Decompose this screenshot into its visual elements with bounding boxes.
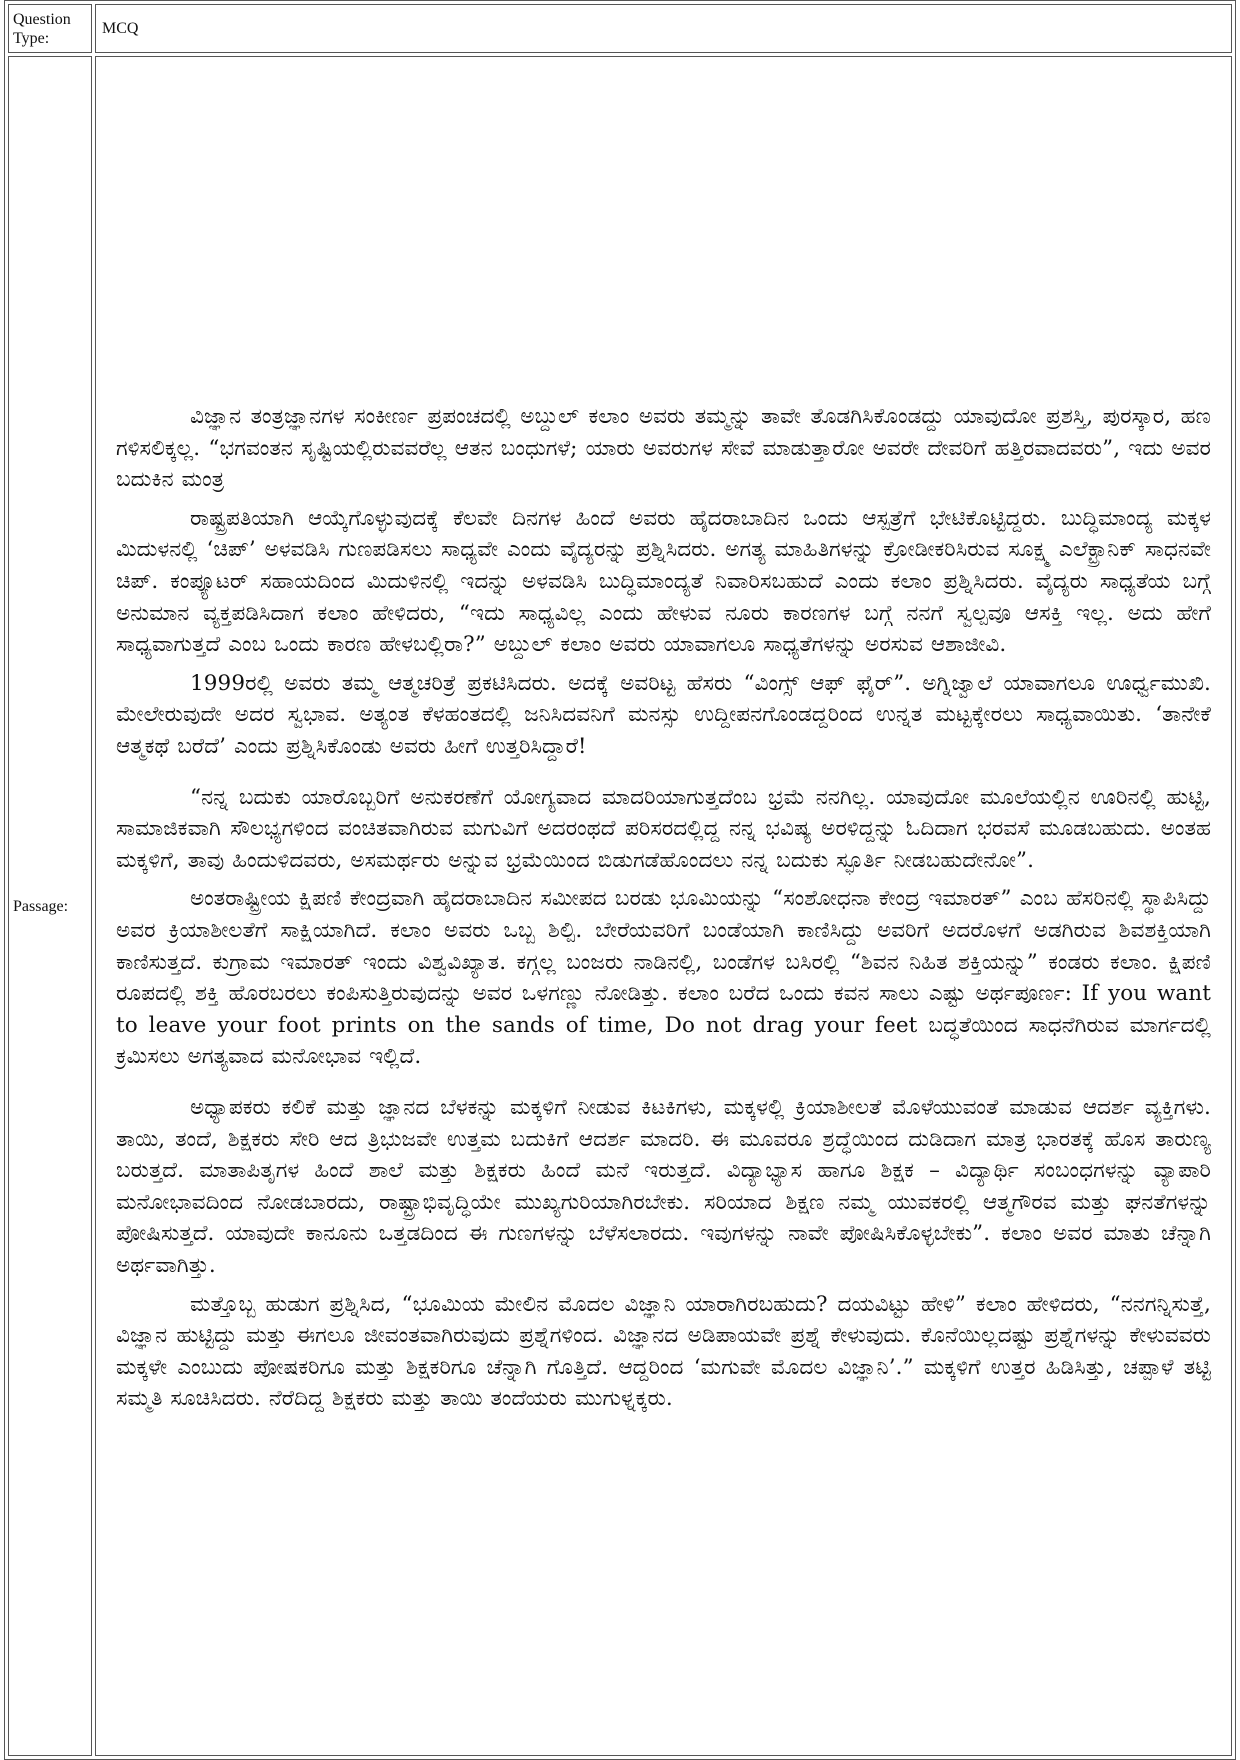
passage-text [116, 401, 1211, 1415]
passage-paragraph: ಮತ್ತೊಬ್ಬ ಹುಡುಗ ಪ್ರಶ್ನಿಸಿದ, “ಭೂಮಿಯ ಮೇಲಿನ ಮೊದಲ ವಿಜ್ಞಾನಿ ಯಾರಾಗಿರಬಹುದು? ದಯವಿಟ್ಟು ಹೇಳಿ” ಕಲಾಂ ಹೇಳಿದರು, “ನನಗನ್ನಿಸುತ್ತೆ, ವಿಜ್ಞಾನ ಹುಟ್ಟಿದ್ದು ಮತ್ತು ಈಗಲೂ ಜೀವಂತವಾಗಿರುವುದು ಪ್ರಶ್ನೆಗಳಿಂದ. ವಿಜ್ಞಾನದ ಅಡಿಪಾಯವೇ ಪ್ರಶ್ನೆ ಕೇಳುವುದು. ಕೊನೆಯಿಲ್ಲದಷ್ಟು ಪ್ರಶ್ನೆಗಳನ್ನು ಕೇಳುವವರು ಮಕ್ಕಳೇ ಎಂಬುದು ಪೋಷಕರಿಗೂ ಮತ್ತು ಶಿಕ್ಷಕರಿಗೂ ಚೆನ್ನಾಗಿ ಗೊತ್ತಿದೆ. ಆದ್ದರಿಂದ ‘ಮಗುವೇ ಮೊದಲ ವಿಜ್ಞಾನಿ’.” ಮಕ್ಕಳಿಗೆ ಉತ್ತರ ಹಿಡಿಸಿತ್ತು, ಚಪ್ಪಾಳೆ ತಟ್ಟಿ ಸಮ್ಮತಿ ಸೂಚಿಸಿದರು. ನೆರೆದಿದ್ದ ಶಿಕ್ಷಕರು ಮತ್ತು ತಾಯಿ ತಂದೆಯರು ಮುಗುಳ್ನಕ್ಕರು. [116, 1291, 1211, 1412]
passage-label: Passage: [8, 56, 92, 1756]
question-table [4, 0, 1236, 1760]
passage-paragraph: ವಿಜ್ಞಾನ ತಂತ್ರಜ್ಞಾನಗಳ ಸಂಕೀರ್ಣ ಪ್ರಪಂಚದಲ್ಲಿ ಅಬ್ದುಲ್ ಕಲಾಂ ಅವರು ತಮ್ಮನ್ನು ತಾವೇ ತೊಡಗಿಸಿಕೊಂಡದ್ದು ಯಾವುದೋ ಪ್ರಶಸ್ತಿ, ಪುರಸ್ಕಾರ, ಹಣ ಗಳಿಸಲಿಕ್ಕಲ್ಲ. “ಭಗವಂತನ ಸೃಷ್ಟಿಯಲ್ಲಿರುವವರೆಲ್ಲ ಆತನ ಬಂಧುಗಳೆ; ಯಾರು ಅವರುಗಳ ಸೇವೆ ಮಾಡುತ್ತಾರೋ ಅವರೇ ದೇವರಿಗೆ ಹತ್ತಿರವಾದವರು”, ಇದು ಅವರ ಬದುಕಿನ ಮಂತ್ರ [116, 404, 1211, 493]
passage-paragraph: ಅಂತರಾಷ್ಟ್ರೀಯ ಕ್ಷಿಪಣಿ ಕೇಂದ್ರವಾಗಿ ಹೈದರಾಬಾದಿನ ಸಮೀಪದ ಬರಡು ಭೂಮಿಯನ್ನು “ಸಂಶೋಧನಾ ಕೇಂದ್ರ ಇಮಾರತ್” ಎಂಬ ಹೆಸರಿನಲ್ಲಿ ಸ್ಥಾಪಿಸಿದ್ದು ಅವರ ಕ್ರಿಯಾಶೀಲತೆಗೆ ಸಾಕ್ಷಿಯಾಗಿದೆ. ಕಲಾಂ ಅವರು ಒಬ್ಬ ಶಿಲ್ಪಿ. ಬೇರೆಯವರಿಗೆ ಬಂಡೆಯಾಗಿ ಕಾಣಿಸಿದ್ದು ಅವರಿಗೆ ಅದರೊಳಗೆ ಅಡಗಿರುವ ಶಿವಶಕ್ತಿಯಾಗಿ ಕಾಣಿಸುತ್ತದೆ. ಕುಗ್ರಾಮ ಇಮಾರತ್ ಇಂದು ವಿಶ್ವವಿಖ್ಯಾತ. ಕಗ್ಗಲ್ಲ ಬಂಜರು ನಾಡಿನಲ್ಲಿ, ಬಂಡೆಗಳ ಬಸಿರಲ್ಲಿ “ಶಿವನ ನಿಹಿತ ಶಕ್ತಿಯನ್ನು” ಕಂಡರು ಕಲಾಂ. ಕ್ಷಿಪಣಿ ರೂಪದಲ್ಲಿ ಶಕ್ತಿ ಹೊರಬರಲು ಕಂಪಿಸುತ್ತಿರುವುದನ್ನು ಅವರ ಒಳಗಣ್ಣು ನೋಡಿತ್ತು. ಕಲಾಂ ಬರೆದ ಒಂದು ಕವನ ಸಾಲು ಎಷ್ಟು ಅರ್ಥಪೂರ್ಣ: If you want to leave your foot prints on the sands of time, Do not drag your feet ಬದ್ಧತೆಯಿಂದ ಸಾಧನೆಗಿರುವ ಮಾರ್ಗದಲ್ಲಿ ಕ್ರಮಿಸಲು ಅಗತ್ಯವಾದ ಮನೋಭಾವ ಇಲ್ಲಿದೆ. [116, 886, 1211, 1070]
question-type-row [8, 4, 1232, 53]
question-type-label: Question Type: [8, 4, 92, 53]
passage-paragraph: ರಾಷ್ಟ್ರಪತಿಯಾಗಿ ಆಯ್ಕೆಗೊಳ್ಳುವುದಕ್ಕೆ ಕೆಲವೇ ದಿನಗಳ ಹಿಂದೆ ಅವರು ಹೈದರಾಬಾದಿನ ಒಂದು ಆಸ್ಪತ್ರೆಗೆ ಭೇಟಿಕೊಟ್ಟಿದ್ದರು. ಬುದ್ಧಿಮಾಂದ್ಯ ಮಕ್ಕಳ ಮಿದುಳನಲ್ಲಿ ‘ಚಿಪ್’ ಅಳವಡಿಸಿ ಗುಣಪಡಿಸಲು ಸಾಧ್ಯವೇ ಎಂದು ವೈದ್ಯರನ್ನು ಪ್ರಶ್ನಿಸಿದರು. ಅಗತ್ಯ ಮಾಹಿತಿಗಳನ್ನು ಕ್ರೋಡೀಕರಿಸಿರುವ ಸೂಕ್ಷ್ಮ ಎಲೆಕ್ಟ್ರಾನಿಕ್ ಸಾಧನವೇ ಚಿಪ್. ಕಂಪ್ಯೂಟರ್ ಸಹಾಯದಿಂದ ಮಿದುಳಿನಲ್ಲಿ ಇದನ್ನು ಅಳವಡಿಸಿ ಬುದ್ಧಿಮಾಂದ್ಯತೆ ನಿವಾರಿಸಬಹುದೆ ಎಂದು ಕಲಾಂ ಪ್ರಶ್ನಿಸಿದರು. ವೈದ್ಯರು ಸಾಧ್ಯತೆಯ ಬಗ್ಗೆ ಅನುಮಾನ ವ್ಯಕ್ತಪಡಿಸಿದಾಗ ಕಲಾಂ ಹೇಳಿದರು, “ಇದು ಸಾಧ್ಯವಿಲ್ಲ ಎಂದು ಹೇಳುವ ನೂರು ಕಾರಣಗಳ ಬಗ್ಗೆ ನನಗೆ ಸ್ವಲ್ಪವೂ ಆಸಕ್ತಿ ಇಲ್ಲ. ಅದು ಹೇಗೆ ಸಾಧ್ಯವಾಗುತ್ತದೆ ಎಂಬ ಒಂದು ಕಾರಣ ಹೇಳಬಲ್ಲಿರಾ?” ಅಬ್ದುಲ್ ಕಲಾಂ ಅವರು ಯಾವಾಗಲೂ ಸಾಧ್ಯತೆಗಳನ್ನು ಅರಸುವ ಆಶಾಜೀವಿ. [116, 505, 1211, 658]
passage-cell [95, 56, 1232, 1756]
passage-paragraph: 1999ರಲ್ಲಿ ಅವರು ತಮ್ಮ ಆತ್ಮಚರಿತ್ರೆ ಪ್ರಕಟಿಸಿದರು. ಅದಕ್ಕೆ ಅವರಿಟ್ಟ ಹೆಸರು “ವಿಂಗ್ಸ್ ಆಫ್ ಫೈರ್”. ಅಗ್ನಿಜ್ವಾಲೆ ಯಾವಾಗಲೂ ಊರ್ಧ್ವಮುಖಿ. ಮೇಲೇರುವುದೇ ಅದರ ಸ್ವಭಾವ. ಅತ್ಯಂತ ಕೆಳಹಂತದಲ್ಲಿ ಜನಿಸಿದವನಿಗೆ ಮನಸ್ಸು ಉದ್ದೀಪನಗೊಂಡದ್ದರಿಂದ ಉನ್ನತ ಮಟ್ಟಕ್ಕೇರಲು ಸಾಧ್ಯವಾಯಿತು. ‘ತಾನೇಕೆ ಆತ್ಮಕಥೆ ಬರೆದೆ’ ಎಂದು ಪ್ರಶ್ನಿಸಿಕೊಂಡು ಅವರು ಹೀಗೆ ಉತ್ತರಿಸಿದ್ದಾರೆ! [116, 670, 1211, 760]
question-type-value: MCQ [95, 4, 1232, 53]
passage-row [8, 56, 1232, 1756]
passage-paragraph: “ನನ್ನ ಬದುಕು ಯಾರೊಬ್ಬರಿಗೆ ಅನುಕರಣೆಗೆ ಯೋಗ್ಯವಾದ ಮಾದರಿಯಾಗುತ್ತದೆಂಬ ಭ್ರಮೆ ನನಗಿಲ್ಲ. ಯಾವುದೋ ಮೂಲೆಯಲ್ಲಿನ ಊರಿನಲ್ಲಿ ಹುಟ್ಟಿ, ಸಾಮಾಜಿಕವಾಗಿ ಸೌಲಭ್ಯಗಳಿಂದ ವಂಚಿತವಾಗಿರುವ ಮಗುವಿಗೆ ಅದರಂಥದೆ ಪರಿಸರದಲ್ಲಿದ್ದ ನನ್ನ ಭವಿಷ್ಯ ಅರಳಿದ್ದನ್ನು ಓದಿದಾಗ ಭರವಸೆ ಮೂಡಬಹುದು. ಅಂತಹ ಮಕ್ಕಳಿಗೆ, ತಾವು ಹಿಂದುಳಿದವರು, ಅಸಮರ್ಥರು ಅನ್ನುವ ಭ್ರಮೆಯಿಂದ ಬಿಡುಗಡೆಹೊಂದಲು ನನ್ನ ಬದುಕು ಸ್ಫೂರ್ತಿ ನೀಡಬಹುದೇನೋ”. [116, 784, 1211, 873]
passage-paragraph: ಅಧ್ಯಾಪಕರು ಕಲಿಕೆ ಮತ್ತು ಜ್ಞಾನದ ಬೆಳಕನ್ನು ಮಕ್ಕಳಿಗೆ ನೀಡುವ ಕಿಟಕಿಗಳು, ಮಕ್ಕಳಲ್ಲಿ ಕ್ರಿಯಾಶೀಲತೆ ಮೊಳೆಯುವಂತೆ ಮಾಡುವ ಆದರ್ಶ ವ್ಯಕ್ತಿಗಳು. ತಾಯಿ, ತಂದೆ, ಶಿಕ್ಷಕರು ಸೇರಿ ಆದ ತ್ರಿಭುಜವೇ ಉತ್ತಮ ಬದುಕಿಗೆ ಆದರ್ಶ ಮಾದರಿ. ಈ ಮೂವರೂ ಶ್ರದ್ಧೆಯಿಂದ ದುಡಿದಾಗ ಮಾತ್ರ ಭಾರತಕ್ಕೆ ಹೊಸ ತಾರುಣ್ಯ ಬರುತ್ತದೆ. ಮಾತಾಪಿತೃಗಳ ಹಿಂದೆ ಶಾಲೆ ಮತ್ತು ಶಿಕ್ಷಕರು ಹಿಂದೆ ಮನೆ ಇರುತ್ತದೆ. ವಿದ್ಯಾಭ್ಯಾಸ ಹಾಗೂ ಶಿಕ್ಷಕ – ವಿದ್ಯಾರ್ಥಿ ಸಂಬಂಧಗಳನ್ನು ವ್ಯಾಪಾರಿ ಮನೋಭಾವದಿಂದ ನೋಡಬಾರದು, ರಾಷ್ಟ್ರಾಭಿವೃದ್ಧಿಯೇ ಮುಖ್ಯಗುರಿಯಾಗಿರಬೇಕು. ಸರಿಯಾದ ಶಿಕ್ಷಣ ನಮ್ಮ ಯುವಕರಲ್ಲಿ ಆತ್ಮಗೌರವ ಮತ್ತು ಘನತೆಗಳನ್ನು ಪೋಷಿಸುತ್ತದೆ. ಯಾವುದೇ ಕಾನೂನು ಒತ್ತಡದಿಂದ ಈ ಗುಣಗಳನ್ನು ಬೆಳೆಸಲಾರದು. ಇವುಗಳನ್ನು ನಾವೇ ಪೋಷಿಸಿಕೊಳ್ಳಬೇಕು”. ಕಲಾಂ ಅವರ ಮಾತು ಚೆನ್ನಾಗಿ ಅರ್ಥವಾಗಿತ್ತು. [116, 1094, 1211, 1278]
